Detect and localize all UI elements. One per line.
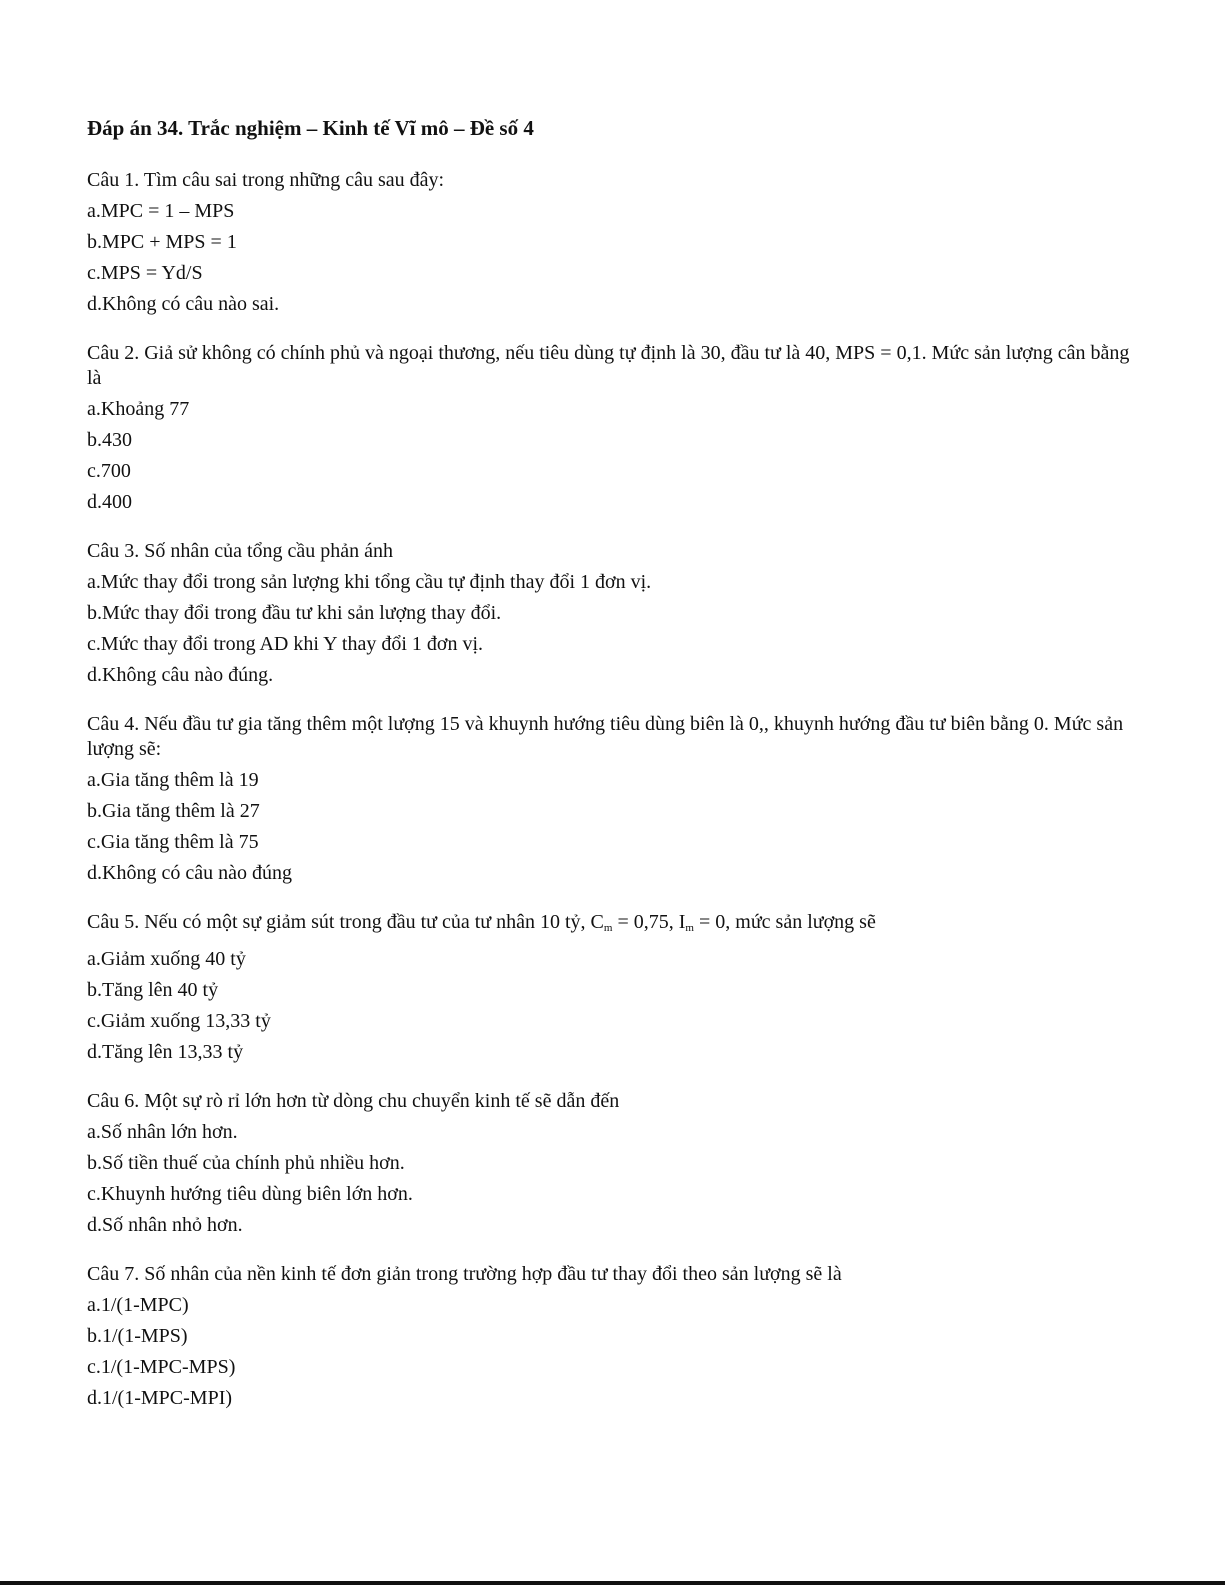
option-c: c.700 [87, 460, 131, 482]
document-title: Đáp án 34. Trắc nghiệm – Kinh tế Vĩ mô – Đề số 4 [87, 116, 534, 140]
option-b: b.1/(1-MPS) [87, 1325, 188, 1347]
option-a: a.Số nhân lớn hơn. [87, 1121, 238, 1143]
subscript-m: m [685, 922, 694, 934]
subscript-m: m [603, 922, 613, 934]
option-d: d.Không có câu nào đúng [87, 862, 292, 884]
question-2 [87, 341, 1137, 515]
page-bottom-border [0, 1581, 1225, 1585]
option-a: a.1/(1-MPC) [87, 1294, 189, 1316]
question-text-part: Câu 5. Nếu có một sự giảm sút trong đầu tư của tư nhân 10 tỷ, C [87, 911, 604, 933]
option-b: b.Mức thay đổi trong đầu tư khi sản lượng thay đổi. [87, 602, 502, 624]
question-text: Câu 2. Giả sử không có chính phủ và ngoại thương, nếu tiêu dùng tự định là 30, đầu tư là 40, MPS = 0,1. Mức sản lượng cân bằng là [87, 342, 1130, 389]
option-a: a.MPC = 1 – MPS [87, 200, 235, 222]
option-a: a.Giảm xuống 40 tỷ [87, 948, 246, 970]
option-d: d.Số nhân nhỏ hơn. [87, 1214, 243, 1236]
option-b: b.Gia tăng thêm là 27 [87, 800, 260, 822]
question-5 [87, 910, 1137, 1065]
question-7 [87, 1262, 1137, 1411]
option-d: d.Tăng lên 13,33 tỷ [87, 1041, 244, 1063]
question-6 [87, 1089, 1137, 1238]
question-text-part: = 0, mức sản lượng sẽ [693, 911, 876, 933]
option-c: c.Mức thay đổi trong AD khi Y thay đổi 1 đơn vị. [87, 633, 484, 655]
question-text: Câu 7. Số nhân của nền kinh tế đơn giản trong trường hợp đầu tư thay đổi theo sản lượng sẽ là [87, 1263, 842, 1285]
question-text [87, 910, 1137, 941]
option-b: b.Tăng lên 40 tỷ [87, 979, 219, 1001]
option-a: a.Gia tăng thêm là 19 [87, 769, 259, 791]
option-d: d.1/(1-MPC-MPI) [87, 1387, 233, 1409]
question-1 [87, 168, 1137, 317]
option-c: c.Khuynh hướng tiêu dùng biên lớn hơn. [87, 1183, 413, 1205]
question-text: Câu 1. Tìm câu sai trong những câu sau đây: [87, 169, 445, 191]
question-text-part: = 0,75, I [612, 911, 686, 933]
question-3 [87, 539, 1137, 688]
option-a: a.Khoảng 77 [87, 398, 190, 420]
option-b: b.MPC + MPS = 1 [87, 231, 237, 253]
option-c: c.Gia tăng thêm là 75 [87, 831, 259, 853]
document-page [87, 114, 1137, 1435]
question-text: Câu 4. Nếu đầu tư gia tăng thêm một lượng 15 và khuynh hướng tiêu dùng biên là 0,, khuynh hướng đầu tư biên bằng 0. Mức sản lượng sẽ: [87, 713, 1124, 760]
question-4 [87, 712, 1137, 886]
option-b: b.Số tiền thuế của chính phủ nhiều hơn. [87, 1152, 405, 1174]
option-d: d.400 [87, 491, 132, 513]
question-text: Câu 3. Số nhân của tổng cầu phản ánh [87, 540, 394, 562]
option-c: c.1/(1-MPC-MPS) [87, 1356, 236, 1378]
option-c: c.MPS = Yd/S [87, 262, 203, 284]
option-a: a.Mức thay đổi trong sản lượng khi tổng cầu tự định thay đổi 1 đơn vị. [87, 571, 652, 593]
option-b: b.430 [87, 429, 132, 451]
option-d: d.Không có câu nào sai. [87, 293, 280, 315]
option-c: c.Giảm xuống 13,33 tỷ [87, 1010, 271, 1032]
option-d: d.Không câu nào đúng. [87, 664, 274, 686]
question-text: Câu 6. Một sự rò rỉ lớn hơn từ dòng chu chuyển kinh tế sẽ dẫn đến [87, 1090, 620, 1112]
